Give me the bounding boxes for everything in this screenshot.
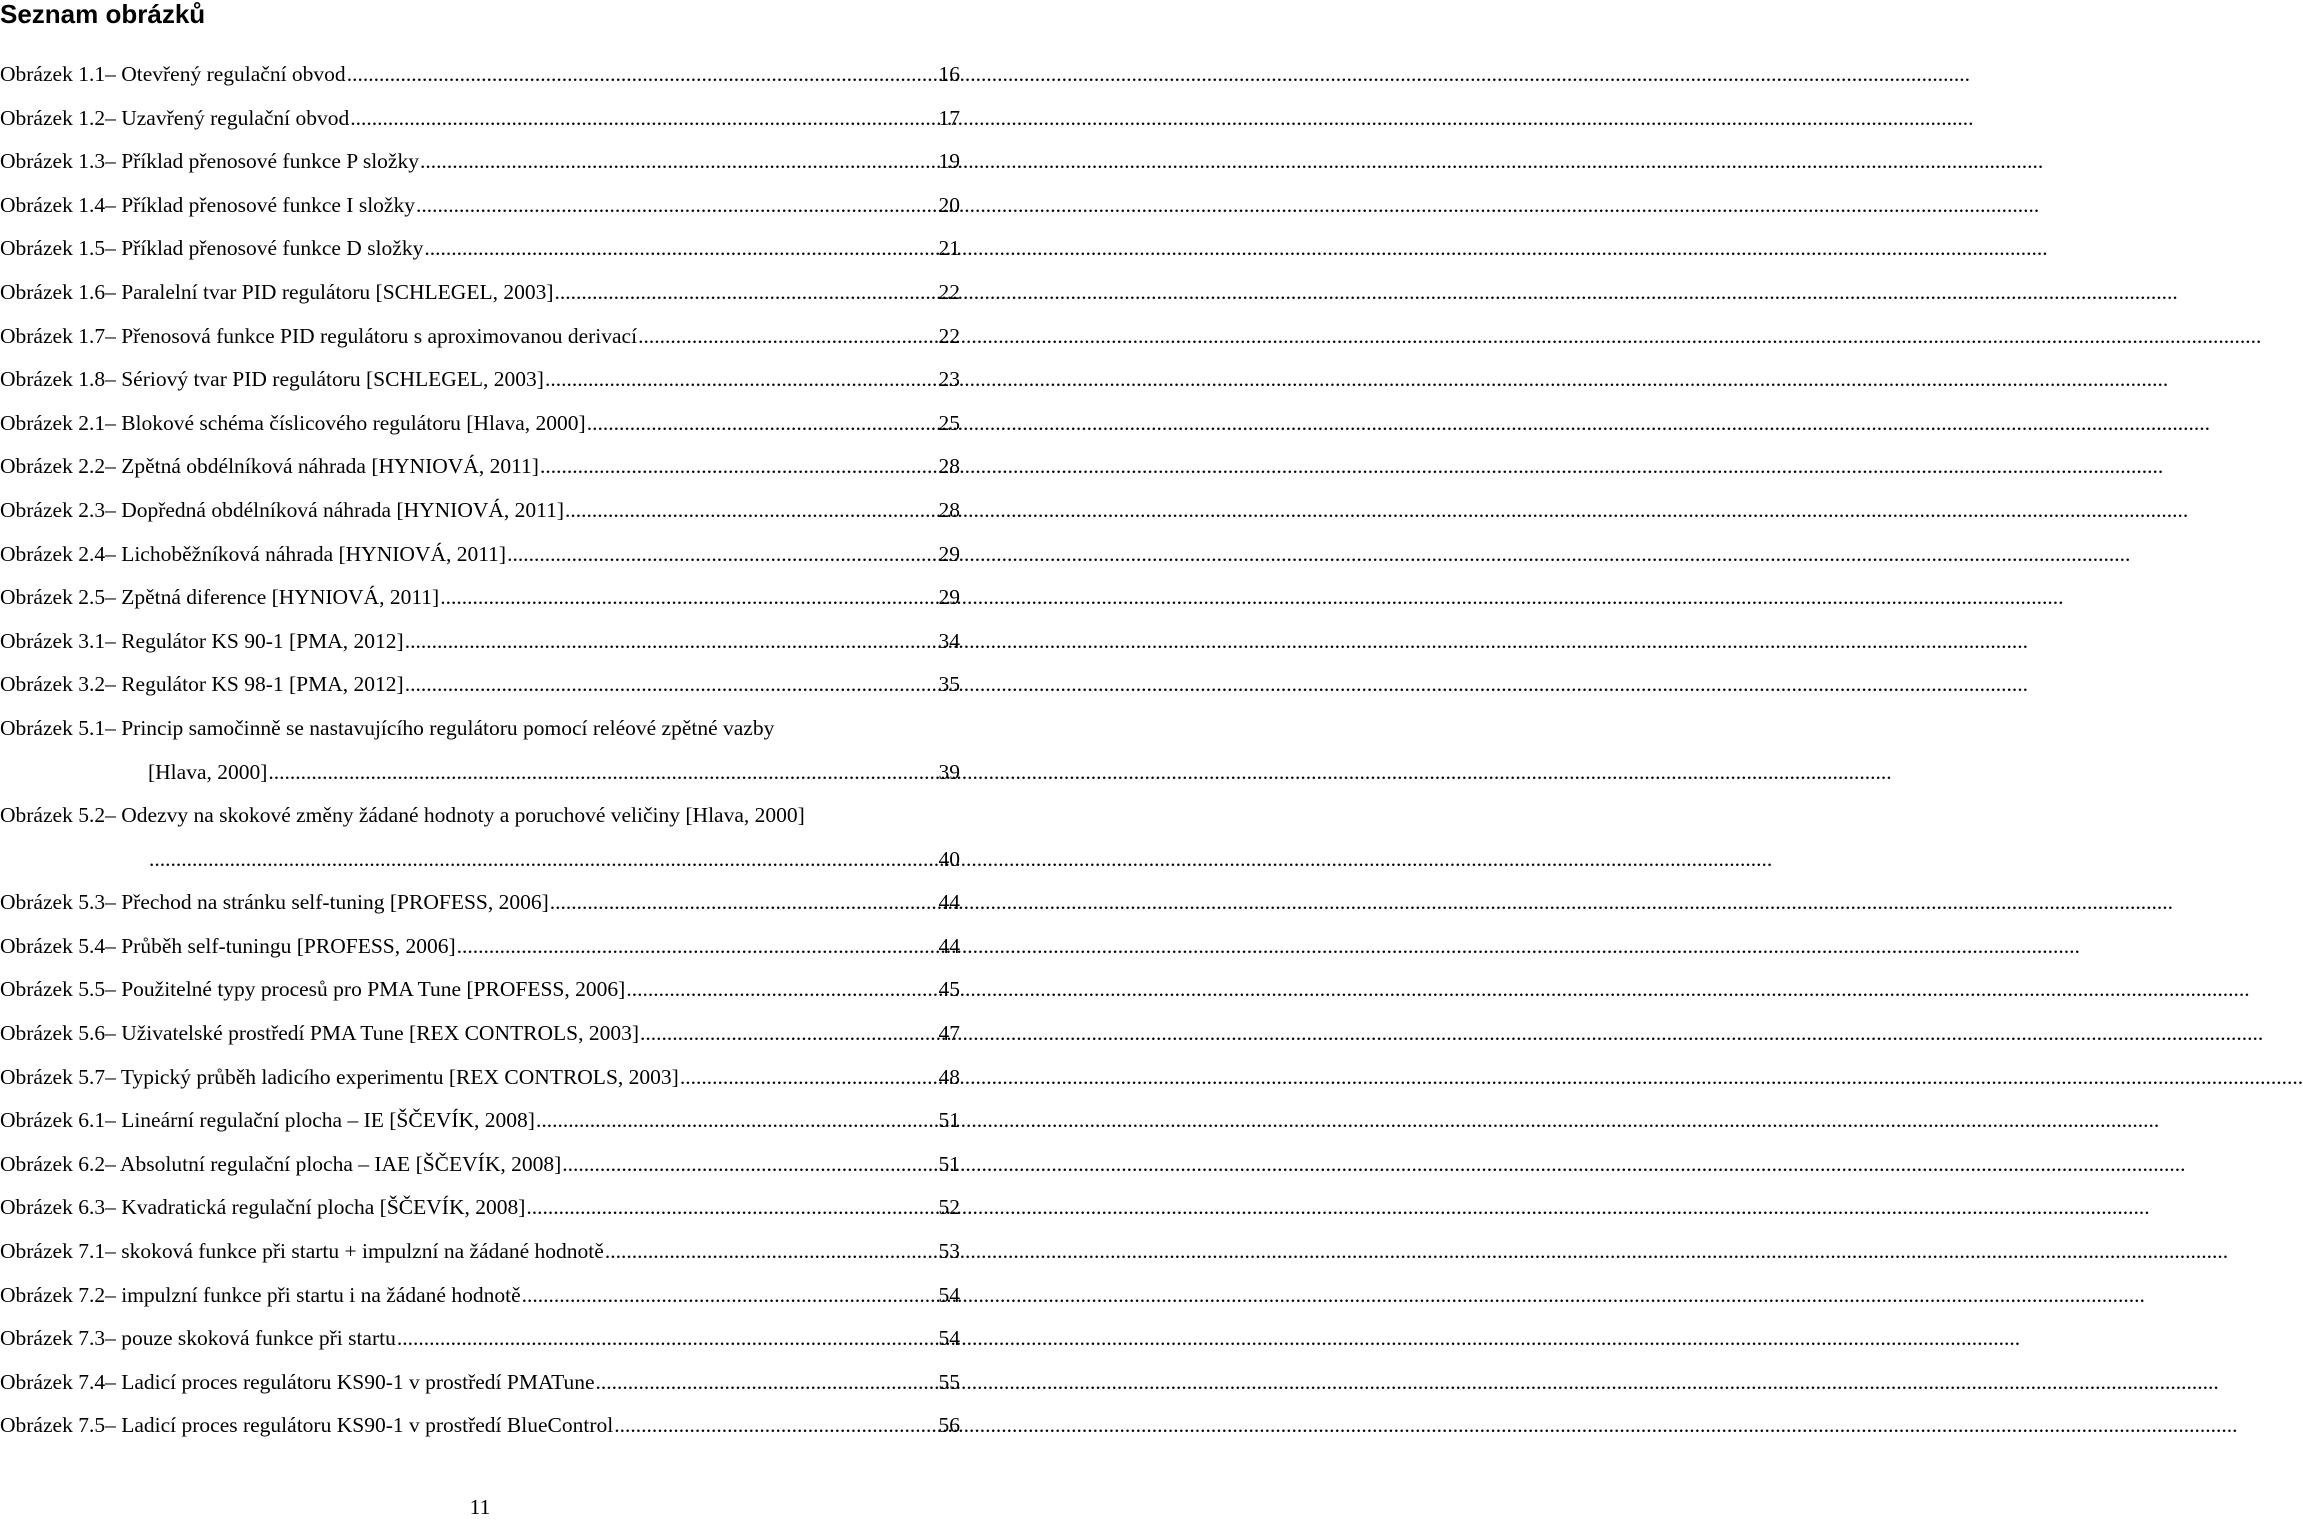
toc-entry[interactable]	[0, 53, 960, 97]
figure-label: Obrázek 5.3	[0, 890, 106, 915]
toc-entry[interactable]	[0, 271, 960, 315]
figure-title: – Regulátor KS 90-1 [PMA, 2012]	[105, 628, 404, 653]
figure-label: Obrázek 7.4	[0, 1369, 106, 1394]
figure-title: – pouze skoková funkce při startu	[105, 1326, 396, 1351]
figure-title: – Přenosová funkce PID regulátoru s aproximovanou derivací	[105, 323, 638, 348]
toc-entry[interactable]	[0, 402, 960, 446]
figure-label: Obrázek 3.2	[0, 672, 106, 697]
toc-entry[interactable]	[0, 968, 960, 1012]
dot-leader	[420, 140, 938, 184]
figure-title: – Blokové schéma číslicového regulátoru [Hlava, 2000]	[105, 410, 586, 435]
figure-title: – Lineární regulační plocha – IE [ŠČEVÍK, 2008]	[105, 1108, 535, 1133]
figure-title: – Použitelné typy procesů pro PMA Tune [PROFESS, 2006]	[105, 977, 626, 1002]
figure-label: Obrázek 6.1	[0, 1108, 106, 1133]
toc-entry[interactable]	[0, 1012, 960, 1056]
figure-label: Obrázek 2.2	[0, 454, 106, 479]
dot-leader	[347, 53, 938, 97]
figure-title: – skoková funkce při startu + impulzní na žádané hodnotě	[105, 1239, 604, 1264]
list-of-figures	[0, 53, 960, 1448]
page-reference: 35	[938, 672, 960, 697]
dot-leader	[522, 1274, 938, 1318]
toc-entry[interactable]	[0, 358, 960, 402]
page-reference: 22	[938, 279, 960, 304]
list-of-figures-heading: Seznam obrázků	[0, 0, 206, 29]
toc-entry[interactable]	[0, 1317, 960, 1361]
figure-title: – Uzavřený regulační obvod	[105, 105, 350, 130]
toc-entry[interactable]	[0, 663, 960, 707]
dot-leader	[440, 576, 937, 620]
figure-label: Obrázek 2.3	[0, 497, 106, 522]
toc-entry[interactable]	[0, 489, 960, 533]
figure-label: Obrázek 5.4	[0, 933, 106, 958]
figure-title: – Absolutní regulační plocha – IAE [ŠČEVÍK, 2008]	[105, 1151, 562, 1176]
figure-title-continuation: [Hlava, 2000]	[148, 759, 268, 784]
figure-title: – Princip samočinně se nastavujícího regulátoru pomocí reléové zpětné vazby	[105, 715, 775, 740]
page-reference: 51	[938, 1151, 960, 1176]
figure-title: – Zpětná diference [HYNIOVÁ, 2011]	[105, 585, 440, 610]
figure-title: – impulzní funkce při startu i na žádané hodnotě	[105, 1282, 521, 1307]
figure-label: Obrázek 1.1	[0, 62, 106, 86]
figure-title: – Dopředná obdélníková náhrada [HYNIOVÁ, 2011]	[105, 497, 565, 522]
toc-entry[interactable]	[0, 1143, 960, 1187]
figure-label: Obrázek 2.5	[0, 585, 106, 610]
page-reference: 52	[938, 1195, 960, 1220]
toc-entry[interactable]	[0, 533, 960, 577]
page-reference: 54	[938, 1326, 960, 1351]
figure-title: – Průběh self-tuningu [PROFESS, 2006]	[105, 933, 456, 958]
page-reference: 34	[938, 628, 960, 653]
dot-leader	[565, 489, 937, 533]
figure-label: Obrázek 1.3	[0, 149, 106, 174]
toc-entry[interactable]	[0, 1404, 960, 1448]
page-reference: 44	[938, 933, 960, 958]
dot-leader	[550, 881, 938, 925]
figure-title: – Regulátor KS 98-1 [PMA, 2012]	[105, 672, 404, 697]
dot-leader	[405, 620, 938, 664]
dot-leader	[350, 97, 937, 141]
figure-label: Obrázek 7.1	[0, 1239, 106, 1264]
dot-leader	[507, 533, 937, 577]
dot-leader	[405, 663, 938, 707]
dot-leader	[416, 184, 938, 228]
figure-title: – Sériový tvar PID regulátoru [SCHLEGEL, 2003]	[105, 367, 544, 392]
page-number: 11	[469, 1495, 491, 1519]
toc-entry[interactable]	[0, 184, 960, 228]
page-reference: 54	[938, 1282, 960, 1307]
dot-leader	[268, 751, 937, 795]
dot-leader	[149, 838, 938, 882]
page-reference: 20	[938, 192, 960, 217]
dot-leader	[457, 925, 938, 969]
dot-leader	[526, 1186, 937, 1230]
figure-title: – Přechod na stránku self-tuning [PROFESS, 2006]	[105, 890, 549, 915]
figure-label: Obrázek 5.6	[0, 1021, 106, 1046]
page-reference: 44	[938, 890, 960, 915]
dot-leader	[614, 1404, 937, 1448]
dot-leader	[640, 1012, 938, 1056]
figure-label: Obrázek 1.5	[0, 236, 106, 261]
page-reference: 55	[938, 1369, 960, 1394]
page-reference: 16	[938, 62, 960, 86]
toc-entry[interactable]	[0, 925, 960, 969]
toc-entry[interactable]	[0, 707, 960, 794]
toc-entry[interactable]	[0, 1099, 960, 1143]
figure-label: Obrázek 1.2	[0, 105, 106, 130]
page-reference: 53	[938, 1239, 960, 1264]
page-reference: 29	[938, 585, 960, 610]
figure-label: Obrázek 1.4	[0, 192, 106, 217]
page-reference: 17	[938, 105, 960, 130]
toc-entry[interactable]	[0, 620, 960, 664]
figure-label: Obrázek 5.7	[0, 1064, 106, 1089]
toc-entry[interactable]	[0, 576, 960, 620]
toc-entry[interactable]	[0, 794, 960, 881]
document-page	[0, 0, 960, 1521]
toc-entry[interactable]	[0, 140, 960, 184]
toc-entry[interactable]	[0, 227, 960, 271]
page-reference: 29	[938, 541, 960, 566]
entry-first-line	[0, 707, 960, 751]
page-reference: 40	[938, 846, 960, 871]
figure-title: – Otevřený regulační obvod	[105, 62, 346, 86]
figure-label: Obrázek 6.2	[0, 1151, 106, 1176]
toc-entry[interactable]	[0, 1230, 960, 1274]
dot-leader	[638, 315, 937, 359]
toc-entry[interactable]	[0, 97, 960, 141]
toc-entry[interactable]	[0, 881, 960, 925]
toc-entry[interactable]	[0, 1056, 960, 1100]
figure-title: – Ladicí proces regulátoru KS90-1 v prostředí BlueControl	[105, 1413, 614, 1438]
figure-title: – Ladicí proces regulátoru KS90-1 v prostředí PMATune	[105, 1369, 595, 1394]
entry-second-line	[0, 751, 960, 795]
dot-leader	[397, 1317, 938, 1361]
dot-leader	[424, 227, 937, 271]
figure-label: Obrázek 2.1	[0, 410, 106, 435]
figure-title: – Příklad přenosové funkce D složky	[105, 236, 424, 261]
dot-leader	[540, 445, 938, 489]
page-reference: 22	[938, 323, 960, 348]
page-reference: 25	[938, 410, 960, 435]
page-reference: 51	[938, 1108, 960, 1133]
figure-label: Obrázek 1.8	[0, 367, 106, 392]
dot-leader	[680, 1056, 938, 1100]
page-reference: 39	[938, 759, 960, 784]
page-reference: 48	[938, 1064, 960, 1089]
dot-leader	[555, 271, 938, 315]
figure-label: Obrázek 3.1	[0, 628, 106, 653]
figure-label: Obrázek 5.1	[0, 715, 106, 740]
figure-title: – Zpětná obdélníková náhrada [HYNIOVÁ, 2011]	[105, 454, 539, 479]
page-reference: 28	[938, 497, 960, 522]
figure-label: Obrázek 7.2	[0, 1282, 106, 1307]
figure-label: Obrázek 7.5	[0, 1413, 106, 1438]
page-reference: 21	[938, 236, 960, 261]
figure-title: – Odezvy na skokové změny žádané hodnoty a poruchové veličiny [Hlava, 2000]	[105, 803, 805, 828]
dot-leader	[587, 402, 938, 446]
entry-first-line	[0, 794, 960, 838]
figure-label: Obrázek 5.5	[0, 977, 106, 1002]
dot-leader	[545, 358, 938, 402]
dot-leader	[536, 1099, 938, 1143]
toc-entry[interactable]	[0, 1361, 960, 1405]
figure-label: Obrázek 1.7	[0, 323, 106, 348]
figure-title: – Kvadratická regulační plocha [ŠČEVÍK, 2008]	[105, 1195, 526, 1220]
dot-leader	[626, 968, 937, 1012]
figure-title: – Uživatelské prostředí PMA Tune [REX CONTROLS, 2003]	[105, 1021, 639, 1046]
page-reference: 28	[938, 454, 960, 479]
figure-title: – Lichoběžníková náhrada [HYNIOVÁ, 2011]	[105, 541, 507, 566]
page-reference: 56	[938, 1413, 960, 1438]
figure-label: Obrázek 5.2	[0, 803, 106, 828]
dot-leader	[596, 1361, 938, 1405]
figure-title: – Typický průběh ladicího experimentu [REX CONTROLS, 2003]	[105, 1064, 679, 1089]
page-reference: 23	[938, 367, 960, 392]
toc-entry[interactable]	[0, 1186, 960, 1230]
page-reference: 45	[938, 977, 960, 1002]
dot-leader	[605, 1230, 938, 1274]
toc-entry[interactable]	[0, 1274, 960, 1318]
figure-title: – Příklad přenosové funkce I složky	[105, 192, 415, 217]
page-reference: 19	[938, 149, 960, 174]
entry-second-line	[0, 838, 960, 882]
figure-label: Obrázek 7.3	[0, 1326, 106, 1351]
dot-leader	[562, 1143, 937, 1187]
page-reference: 47	[938, 1021, 960, 1046]
figure-label: Obrázek 1.6	[0, 279, 106, 304]
figure-title: – Paralelní tvar PID regulátoru [SCHLEGEL, 2003]	[105, 279, 554, 304]
toc-entry[interactable]	[0, 445, 960, 489]
figure-title: – Příklad přenosové funkce P složky	[105, 149, 419, 174]
figure-label: Obrázek 2.4	[0, 541, 106, 566]
toc-entry[interactable]	[0, 315, 960, 359]
figure-label: Obrázek 6.3	[0, 1195, 106, 1220]
